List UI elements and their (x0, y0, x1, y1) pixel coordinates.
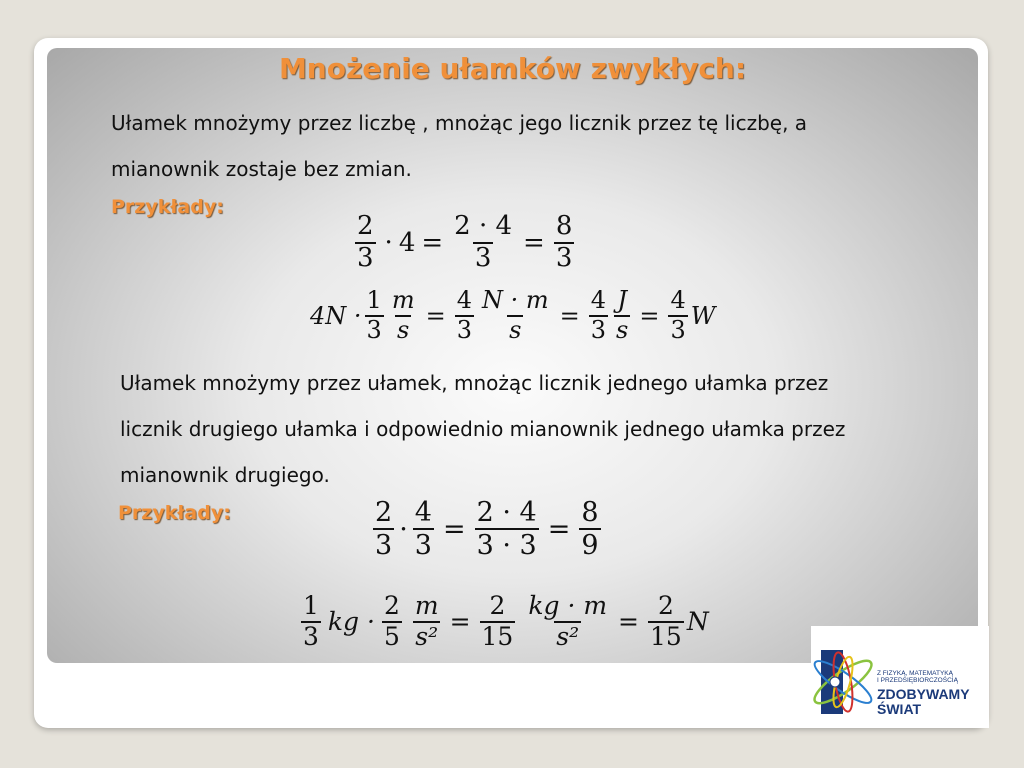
fraction (355, 212, 376, 274)
unit-watt: W (690, 301, 716, 330)
numerator: 4 (670, 286, 686, 314)
formula-3 (370, 497, 604, 561)
numerator: 2 · 4 (476, 497, 537, 528)
equals-sign: = (425, 301, 446, 330)
denominator: 3 (414, 530, 432, 562)
logo-name (877, 687, 970, 717)
numerator: 2 (383, 591, 400, 620)
denominator: 15 (650, 621, 682, 651)
formula-4 (298, 592, 709, 652)
fraction (475, 497, 539, 561)
paragraph-2 (120, 360, 845, 498)
numerator: 4 (456, 286, 472, 314)
logo-name-line-2: ŚWIAT (877, 701, 922, 717)
unit-fraction (480, 287, 551, 344)
numerator: 2 (357, 211, 374, 241)
numerator: N · m (481, 286, 549, 314)
denominator: s (397, 315, 410, 344)
fraction (365, 287, 384, 344)
denominator: 3 (670, 315, 686, 344)
logo-tagline-line-2: I PRZEDSIĘBIORCZOŚCIĄ (877, 677, 958, 684)
denominator: s² (556, 621, 580, 651)
numerator: 4 (414, 497, 432, 528)
denominator: 3 (366, 315, 382, 344)
denominator: 3 (590, 315, 607, 344)
logo-tagline-line-1: Z FIZYKĄ, MATEMATYKĄ (877, 670, 953, 677)
paragraph-2-line-1: Ułamek mnożymy przez ułamek, mnożąc licznik jednego ułamka przez (120, 371, 829, 395)
denominator: 3 · 3 (476, 530, 537, 562)
numerator: 2 (489, 591, 506, 620)
fraction (554, 212, 575, 274)
multiplier: 4 (398, 227, 416, 258)
formula-1 (352, 212, 577, 274)
denominator: s² (415, 621, 439, 651)
numerator: 1 (303, 591, 319, 620)
numerator: m (391, 286, 415, 314)
equals-sign: = (421, 227, 444, 258)
denominator: 9 (581, 530, 599, 562)
paragraph-2-line-2: licznik drugiego ułamka i odpowiednio mianownik jednego ułamka przez (120, 417, 846, 441)
denominator: s (509, 315, 522, 344)
fraction (480, 592, 516, 652)
paragraph-2-line-3: mianownik drugiego. (120, 463, 330, 487)
denominator: 3 (456, 315, 472, 344)
fraction (373, 497, 394, 561)
equals-sign: = (523, 227, 545, 258)
equals-sign: = (639, 301, 660, 330)
formula-lead: 4N · (310, 301, 362, 330)
unit-fraction (413, 592, 441, 652)
denominator: 3 (357, 242, 374, 273)
numerator: 2 (657, 591, 674, 620)
project-logo (811, 626, 989, 728)
examples-label-2: Przykłady: (118, 502, 231, 524)
numerator: 8 (555, 211, 573, 241)
fraction (589, 287, 608, 344)
paragraph-1-line-2: mianownik zostaje bez zmian. (111, 157, 412, 181)
fraction (668, 287, 687, 344)
logo-name-line-1: ZDOBYWAMY (877, 686, 970, 702)
denominator: 15 (481, 621, 514, 651)
fraction (382, 592, 402, 652)
numerator: 1 (366, 286, 382, 314)
slide-title: Mnożenie ułamków zwykłych: (278, 52, 747, 85)
equals-sign: = (547, 513, 571, 545)
numerator: 8 (581, 497, 599, 528)
numerator: 4 (590, 286, 607, 314)
denominator: 3 (474, 242, 492, 273)
fraction (648, 592, 684, 652)
numerator: 2 · 4 (454, 211, 513, 241)
equals-sign: = (559, 301, 580, 330)
fraction (455, 287, 474, 344)
fraction (579, 497, 600, 561)
unit-fraction (526, 592, 609, 652)
multiply-sign: · (399, 513, 408, 545)
examples-label-1: Przykłady: (111, 196, 224, 218)
numerator: kg · m (528, 591, 608, 620)
formula-2 (310, 287, 715, 344)
numerator: J (617, 286, 627, 314)
numerator: 2 (375, 497, 393, 528)
logo-tagline (877, 670, 987, 684)
multiply-sign: · (384, 227, 393, 258)
paragraph-1 (111, 100, 807, 192)
equals-sign: = (449, 607, 471, 637)
fraction (413, 497, 434, 561)
denominator: 3 (303, 621, 319, 651)
denominator: 3 (555, 242, 573, 273)
equals-sign: = (442, 513, 466, 545)
fraction (301, 592, 321, 652)
numerator: m (414, 591, 439, 620)
fraction (452, 212, 514, 274)
unit-fraction (614, 287, 630, 344)
denominator: 3 (375, 530, 393, 562)
unit-newton: N (686, 607, 709, 637)
atom-icon (811, 626, 881, 728)
denominator: 5 (383, 621, 400, 651)
paragraph-1-line-1: Ułamek mnożymy przez liczbę , mnożąc jego licznik przez tę liczbę, a (111, 111, 808, 135)
unit-fraction (390, 287, 417, 344)
denominator: s (616, 315, 629, 344)
unit-kg: kg · (327, 607, 375, 637)
equals-sign: = (618, 607, 639, 637)
